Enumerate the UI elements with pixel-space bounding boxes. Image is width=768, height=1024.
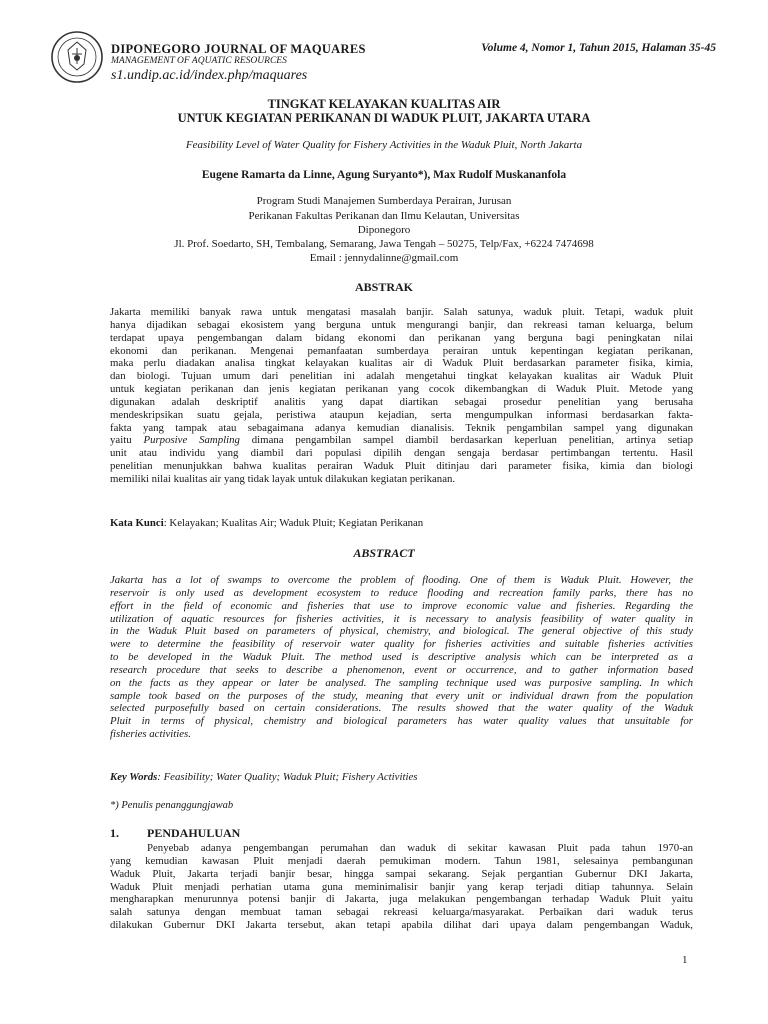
abstract-line: on the facts as they appear or later be analysed. The sampling technique used was purposive sampling. In which <box>110 676 693 689</box>
abstract-line: in the Waduk Pluit based on parameters of physical, chemistry, and biological. The general objective of this study <box>110 625 693 638</box>
volume-info: Volume 4, Nomor 1, Tahun 2015, Halaman 35-45 <box>481 42 716 54</box>
abstrak-line: hanya dijadikan sebagai ekosistem yang berguna untuk mengurangi banjir, dan rekreasi taman keluarga, belum <box>110 318 693 331</box>
paper-title-line2: UNTUK KEGIATAN PERIKANAN DI WADUK PLUIT, JAKARTA UTARA <box>177 111 591 125</box>
abstrak-line: memiliki nilai kualitas air yang tidak layak untuk dilakukan kegiatan perikanan. <box>110 472 456 485</box>
section-title: PENDAHULUAN <box>147 826 241 840</box>
kata-kunci <box>110 517 423 529</box>
body-line: salah satunya dengan membuat taman sebagai rekreasi keluarga/masyarakat. Perbaikan dari waduk terus <box>110 906 693 919</box>
abstrak-line: fakta yang tampak atau sebagaimana adanya kemudian dianalisis. Teknik pengambilan sampel yang digunakan <box>110 421 693 434</box>
body-line: Penyebab adanya pengembangan perumahan dan waduk di sekitar kawasan Pluit pada tahun 1970-an <box>147 842 693 854</box>
abstract-line: Pluit in terms of physical, chemistry and biological parameters has water quality values that unsuitable for <box>110 715 693 728</box>
abstrak-line: terdapat upaya pengembangan dalam bidang ekonomi dan perikanan yang berguna bagi peningkatan nilai <box>110 331 693 344</box>
paper-title-line1: TINGKAT KELAYAKAN KUALITAS AIR <box>267 97 501 111</box>
email-line: Email : jennydalinne@gmail.com <box>309 252 459 264</box>
section-heading-pendahuluan <box>110 826 240 841</box>
abstract-line: fisheries activities. <box>110 728 191 741</box>
kata-kunci-text: : Kelayakan; Kualitas Air; Waduk Pluit; Kegiatan Perikanan <box>163 517 424 529</box>
abstrak-line: maka perlu diadakan analisa tingkat kelayakan kualitas air di Waduk Pluit berdasarkan parameter fisika, kimia, <box>110 357 693 370</box>
english-title: Feasibility Level of Water Quality for Fishery Activities in the Waduk Pluit, North Jakarta <box>185 139 583 151</box>
journal-url[interactable]: s1.undip.ac.id/index.php/maquares <box>111 68 308 83</box>
body-line: Waduk Pluit, Jakarta terjadi banjir besar, hingga sampai sekarang. Sejak pergantian Gubernur DKI Jakarta, <box>110 867 693 880</box>
pendahuluan-paragraph <box>110 842 693 932</box>
abstract-line: were to determine the feasibility of reservoir water quality for fisheries activities and suitable fisheries activities <box>110 638 693 651</box>
key-words-text: : Feasibility; Water Quality; Waduk Pluit; Fishery Activities <box>157 771 418 783</box>
abstrak-line: penelitian menunjukkan bahwa kualitas perairan Waduk Pluit ditinjau dari parameter fisika, kimia dan biologi <box>110 460 693 473</box>
key-words-label: Key Words <box>110 771 158 783</box>
abstract-line: Jakarta has a lot of swamps to overcome the problem of flooding. One of them is Waduk Pluit. However, the <box>110 574 693 586</box>
affiliation-line: Program Studi Manajemen Sumberdaya Perairan, Jurusan <box>256 195 512 207</box>
abstrak-line-prefix: yaitu <box>110 434 144 447</box>
abstract-line: utilization of aquatic resources for fisheries activities, it is necessary to analysis feasibility of water quality in <box>110 612 693 625</box>
abstract-line: research procedure that seeks to describe a phenomenon, event or occurrence, and to gather information based <box>110 663 693 676</box>
abstract-line: sample took based on the purposes of the study, meaning that every unit or individual drawn from the population <box>110 689 693 702</box>
key-words <box>110 771 417 783</box>
purposive-sampling-term: Purposive Sampling <box>143 434 240 447</box>
abstrak-line: untuk kegiatan perikanan dan jenis kegiatan perikanan yang cocok dikembangkan di Waduk Pluit. Metode yang <box>110 383 693 396</box>
abstrak-line: Jakarta memiliki banyak rawa untuk mengatasi masalah banjir. Salah satunya, waduk pluit. Tetapi, waduk pluit <box>110 306 693 318</box>
abstrak-line: digunakan adalah deskriptif analitis yang dapat diartikan sebagai prosedur penelitian yang berusaha <box>110 395 693 408</box>
journal-subtitle: MANAGEMENT OF AQUATIC RESOURCES <box>111 56 287 66</box>
affiliation-line: Jl. Prof. Soedarto, SH, Tembalang, Semarang, Jawa Tengah – 50275, Telp/Fax, +6224 7474698 <box>174 238 594 250</box>
abstrak-line: mendeskripsikan suatu gejala, peristiwa ataupun kejadian, serta mengumpulkan informasi berdasarkan fakta- <box>110 408 693 421</box>
body-line: mengharapkan menurunnya potensi banjir di Jakarta, juga melakukan pengembangan terhadap Waduk Pluit yaitu <box>110 893 693 906</box>
body-line: yang kemudian kawasan Pluit menjadi daerah pemukiman modern. Tahun 1981, selesainya pembangunan <box>110 854 693 867</box>
abstract-line: to be developed in the Waduk Pluit. The method used is descriptive analysis which can be interpreted as a <box>110 651 693 664</box>
page-number: 1 <box>682 954 688 966</box>
author-list: Eugene Ramarta da Linne, Agung Suryanto*), Max Rudolf Muskananfola <box>201 169 567 181</box>
abstract-line: reservoir is only used as development ecosystem to reduce flooding and recreation family parks, there has no <box>110 586 693 599</box>
abstrak-line: ekonomi dan perikanan. Mengenai pemanfaatan sumberdaya perairan untuk kepentingan kegiatan perikanan, <box>110 344 693 357</box>
affiliation-line: Diponegoro <box>357 224 411 236</box>
abstrak-line: dan biologi. Tujuan umum dari penelitian ini adalah mengetahui tingkat kelayakan kualitas air Waduk Pluit <box>110 370 693 383</box>
body-line: Waduk Pluit menjadi perhatian utama guna meminimalisir banjir yang kerap terjadi ditiap tahunnya. Selain <box>110 880 693 893</box>
abstrak-line <box>110 434 693 447</box>
abstrak-line: unit atau individu yang diambil dari populasi dipilih dengan sengaja berdasar pertimbangan tertentu. Hasil <box>110 447 693 460</box>
journal-header <box>48 30 724 90</box>
abstract-heading: ABSTRACT <box>353 546 415 560</box>
corresponding-author-note: *) Penulis penanggungjawab <box>110 800 234 811</box>
affiliation-line: Perikanan Fakultas Perikanan dan Ilmu Kelautan, Universitas <box>248 210 520 222</box>
abstract-line: effort in the field of economic and fisheries that use to improve economic value and fisheries. Regarding the <box>110 599 693 612</box>
body-line: dilakukan Gubernur DKI Jakarta tersebut, akan tetapi apabila dilihat dari upaya dalam pengembangan Waduk, <box>110 919 693 932</box>
abstract-paragraph <box>110 574 693 741</box>
abstrak-heading: ABSTRAK <box>354 280 413 294</box>
abstrak-paragraph <box>110 306 693 486</box>
abstrak-line-rest: dimana pengambilan sampel diambil berdasarkan keperluan penelitian, artinya setiap <box>251 434 693 447</box>
section-number: 1. <box>110 826 119 840</box>
abstract-line: selected purposefully based on certain considerations. The results showed that the water quality of the Waduk <box>110 702 693 715</box>
kata-kunci-label: Kata Kunci <box>110 517 164 529</box>
university-seal-icon <box>50 30 104 84</box>
journal-title: DIPONEGORO JOURNAL OF MAQUARES <box>111 42 366 56</box>
